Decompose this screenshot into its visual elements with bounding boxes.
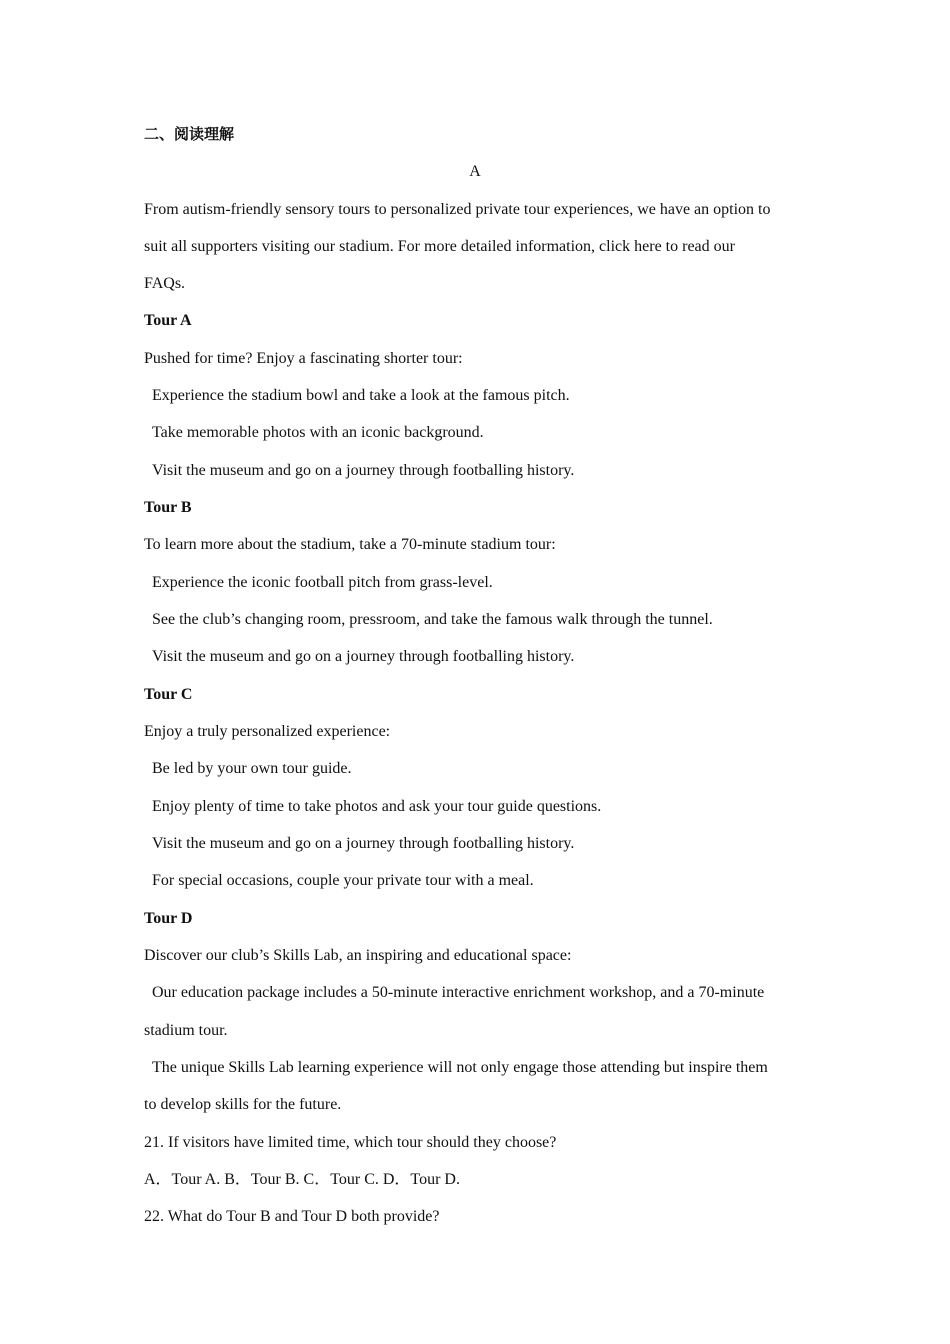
tour-c-item: Visit the museum and go on a journey through footballing history. — [152, 835, 575, 852]
tour-d-item: The unique Skills Lab learning experience will not only engage those attending but inspire them — [152, 1059, 768, 1076]
tour-a-lead: Pushed for time? Enjoy a fascinating shorter tour: — [144, 350, 463, 367]
tour-b-lead: To learn more about the stadium, take a 70-minute stadium tour: — [144, 536, 556, 553]
intro-line-2: suit all supporters visiting our stadium. For more detailed information, click here to read our — [144, 238, 735, 255]
tour-a-title: Tour A — [144, 312, 192, 329]
question-21: 21. If visitors have limited time, which tour should they choose? — [144, 1134, 557, 1151]
tour-a-item: Take memorable photos with an iconic background. — [152, 424, 484, 441]
tour-d-item-continued: stadium tour. — [144, 1022, 228, 1039]
tour-c-item: Enjoy plenty of time to take photos and ask your tour guide questions. — [152, 798, 602, 815]
tour-d-title: Tour D — [144, 910, 193, 927]
tour-a-item: Experience the stadium bowl and take a look at the famous pitch. — [152, 387, 570, 404]
tour-c-title: Tour C — [144, 686, 193, 703]
tour-b-title: Tour B — [144, 499, 192, 516]
tour-c-lead: Enjoy a truly personalized experience: — [144, 723, 391, 740]
passage-label: A — [469, 163, 481, 180]
tour-b-item: See the club’s changing room, pressroom, and take the famous walk through the tunnel. — [152, 611, 713, 628]
question-22: 22. What do Tour B and Tour D both provide? — [144, 1208, 440, 1225]
tour-d-lead: Discover our club’s Skills Lab, an inspiring and educational space: — [144, 947, 572, 964]
tour-a-item: Visit the museum and go on a journey through footballing history. — [152, 462, 575, 479]
tour-c-item: Be led by your own tour guide. — [152, 760, 352, 777]
section-heading: 二、阅读理解 — [144, 125, 235, 143]
tour-d-item-continued: to develop skills for the future. — [144, 1096, 342, 1113]
tour-b-item: Experience the iconic football pitch from grass-level. — [152, 574, 493, 591]
question-21-options: A．Tour A. B．Tour B. C．Tour C. D．Tour D. — [144, 1171, 460, 1188]
tour-c-item: For special occasions, couple your private tour with a meal. — [152, 872, 534, 889]
tour-d-item: Our education package includes a 50-minute interactive enrichment workshop, and a 70-minute — [152, 984, 765, 1001]
intro-line-3: FAQs. — [144, 275, 186, 292]
intro-line-1: From autism-friendly sensory tours to personalized private tour experiences, we have an option to — [144, 201, 771, 218]
tour-b-item: Visit the museum and go on a journey through footballing history. — [152, 648, 575, 665]
